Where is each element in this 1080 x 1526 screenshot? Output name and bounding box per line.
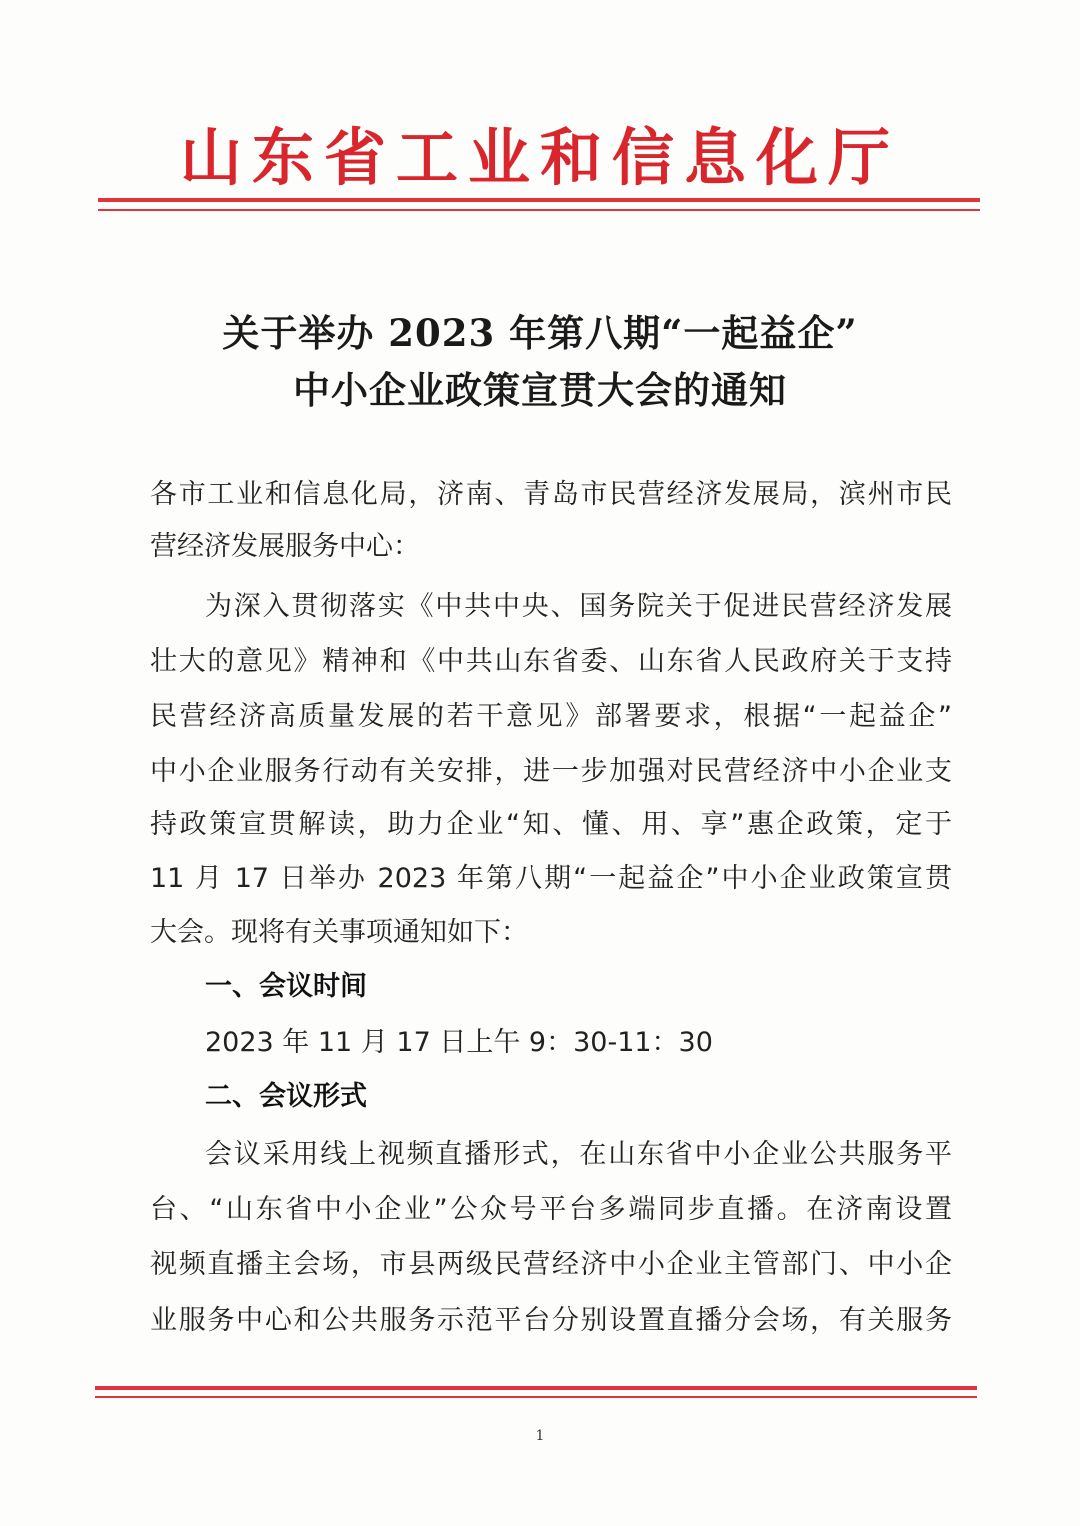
paragraph-line: 台、“山东省中小企业”公众号平台多端同步直播。在济南设置 <box>150 1194 952 1225</box>
document-title-line-2: 中小企业政策宣贯大会的通知 <box>293 368 787 412</box>
paragraph-line: 11 月 17 日举办 2023 年第八期“一起益企”中小企业政策宣贯 <box>150 863 952 894</box>
paragraph-line: 大会。现将有关事项通知如下： <box>150 917 528 948</box>
addressee-line: 各市工业和信息化局，济南、青岛市民营经济发展局，滨州市民 <box>150 479 952 510</box>
footer-rule-thin <box>95 1396 977 1398</box>
meeting-time-value: 2023 年 11 月 17 日上午 9：30-11：30 <box>205 1027 713 1058</box>
paragraph-line: 为深入贯彻落实《中共中央、国务院关于促进民营经济发展 <box>205 591 952 622</box>
header-rule-thin <box>98 209 980 211</box>
addressee-line: 营经济发展服务中心： <box>150 531 420 562</box>
paragraph-line: 视频直播主会场，市县两级民营经济中小企业主管部门、中小企 <box>150 1249 952 1280</box>
paragraph-line: 持政策宣贯解读，助力企业“知、懂、用、享”惠企政策，定于 <box>150 809 952 840</box>
organization-header: 山东省工业和信息化厅 <box>179 121 900 194</box>
document-title-line-1: 关于举办 2023 年第八期“一起益企” <box>222 311 858 355</box>
paragraph-line: 民营经济高质量发展的若干意见》部署要求，根据“一起益企” <box>150 701 952 732</box>
paragraph-line: 中小企业服务行动有关安排，进一步加强对民营经济中小企业支 <box>150 756 952 787</box>
header-rule-thick <box>98 198 980 202</box>
footer-rule-thick <box>95 1386 977 1390</box>
paragraph-line: 壮大的意见》精神和《中共山东省委、山东省人民政府关于支持 <box>150 646 952 677</box>
paragraph-line: 业服务中心和公共服务示范平台分别设置直播分会场，有关服务 <box>150 1305 952 1336</box>
paragraph-line: 会议采用线上视频直播形式，在山东省中小企业公共服务平 <box>205 1139 952 1170</box>
page-number: 1 <box>535 1428 545 1444</box>
section-heading-format: 二、会议形式 <box>205 1081 367 1112</box>
section-heading-time: 一、会议时间 <box>205 971 367 1002</box>
